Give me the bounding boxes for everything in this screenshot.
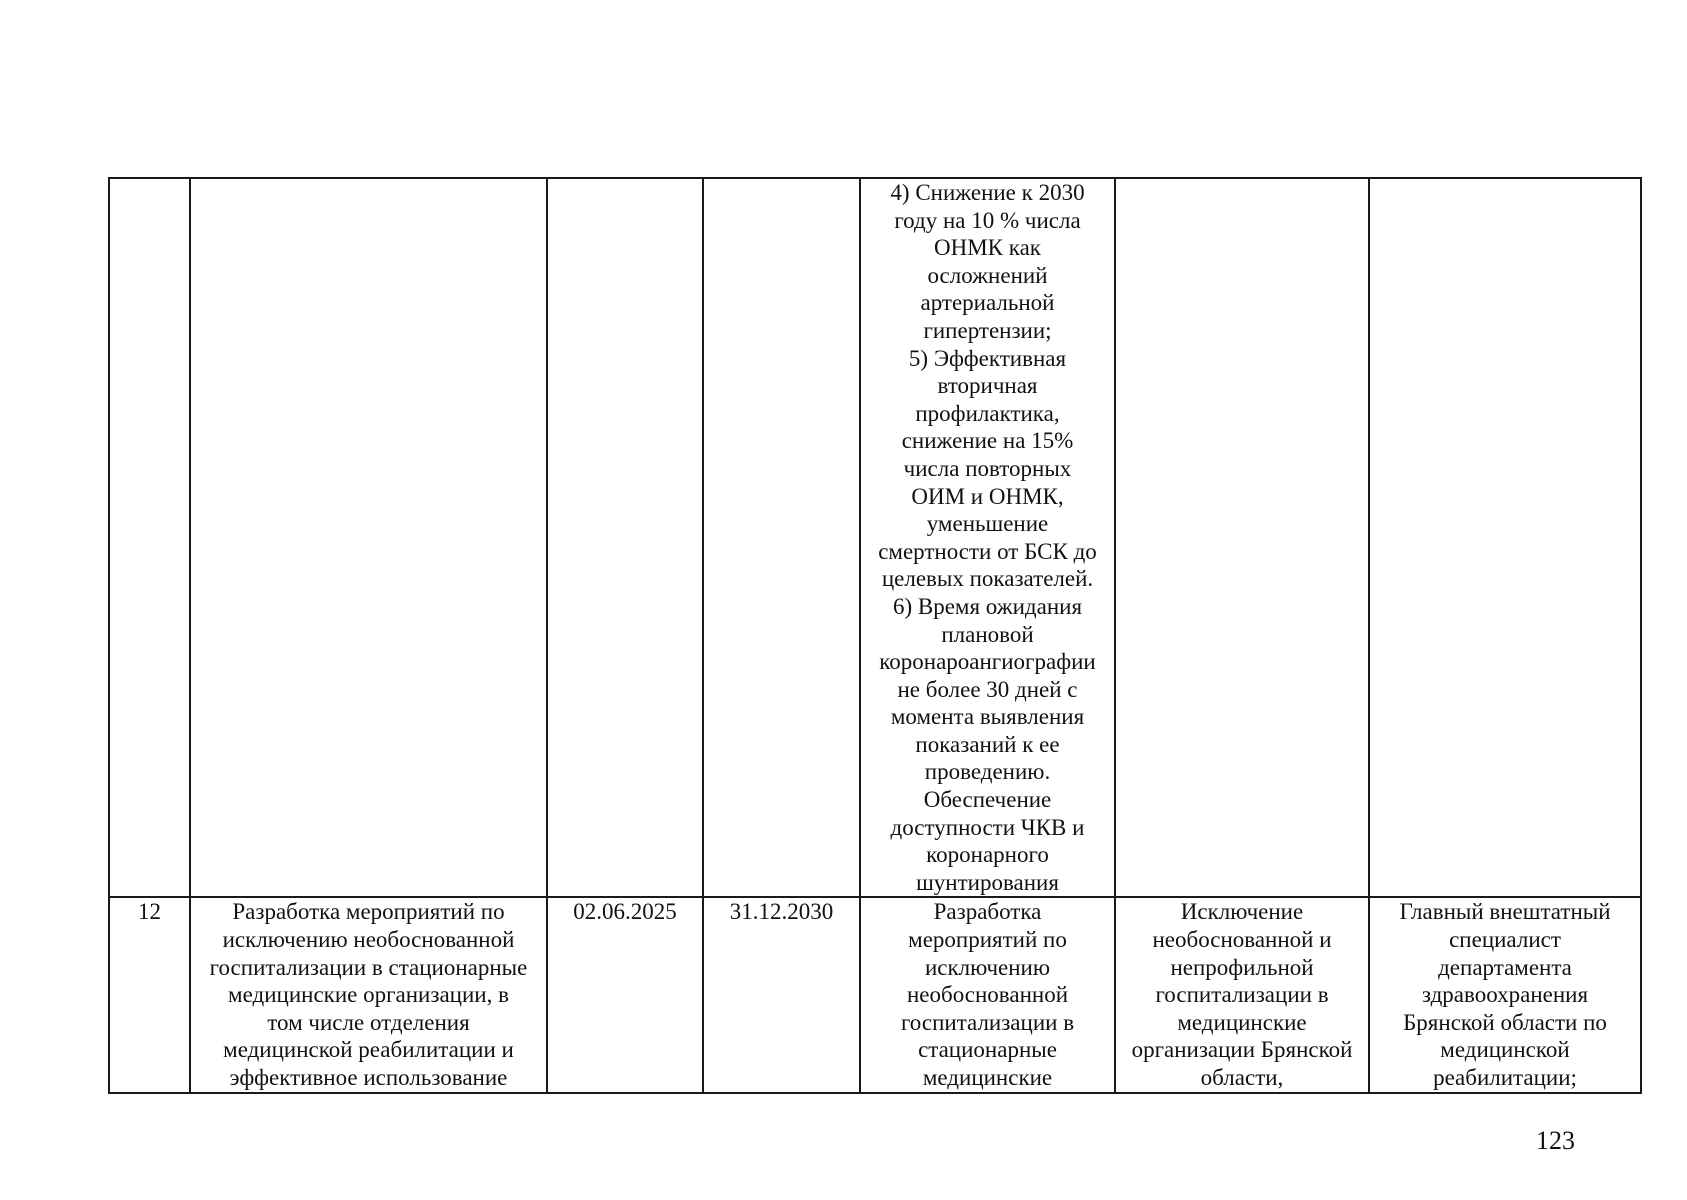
end-date-cell: 31.12.2030 bbox=[703, 897, 860, 1092]
page-number: 123 bbox=[1536, 1126, 1575, 1155]
responsible-cell bbox=[1369, 178, 1641, 897]
measure-title-cell bbox=[190, 178, 547, 897]
start-date-cell bbox=[547, 178, 703, 897]
indicators-cell: 4) Снижение к 2030 году на 10 % числа ОНМК как осложнений артериальной гипертензии; 5) Эффективная вторичная профилактика, снижение на 15% числа повторных ОИМ и ОНМК, уменьшение смертности от БСК до целевых показателей. 6) Время ожидания плановой коронароангиографии не более 30 дней с момента выявления показаний к ее проведению. Обеспечение доступности ЧКВ и коронарного шунтирования bbox=[860, 178, 1115, 897]
table-row bbox=[109, 178, 1641, 897]
responsible-cell: Главный внештатный специалист департамента здравоохранения Брянской области по медицинской реабилитации; bbox=[1369, 897, 1641, 1092]
indicators-cell: Разработка мероприятий по исключению необоснованной госпитализации в стационарные медицинские bbox=[860, 897, 1115, 1092]
result-cell bbox=[1115, 178, 1369, 897]
row-number-cell bbox=[109, 178, 190, 897]
row-number-cell: 12 bbox=[109, 897, 190, 1092]
result-cell: Исключение необоснованной и непрофильной госпитализации в медицинские организации Брянской области, bbox=[1115, 897, 1369, 1092]
start-date-cell: 02.06.2025 bbox=[547, 897, 703, 1092]
measure-title-cell: Разработка мероприятий по исключению необоснованной госпитализации в стационарные медицинские организации, в том числе отделения медицинской реабилитации и эффективное использование bbox=[190, 897, 547, 1092]
measures-table bbox=[108, 177, 1642, 1094]
table-row bbox=[109, 897, 1641, 1092]
end-date-cell bbox=[703, 178, 860, 897]
